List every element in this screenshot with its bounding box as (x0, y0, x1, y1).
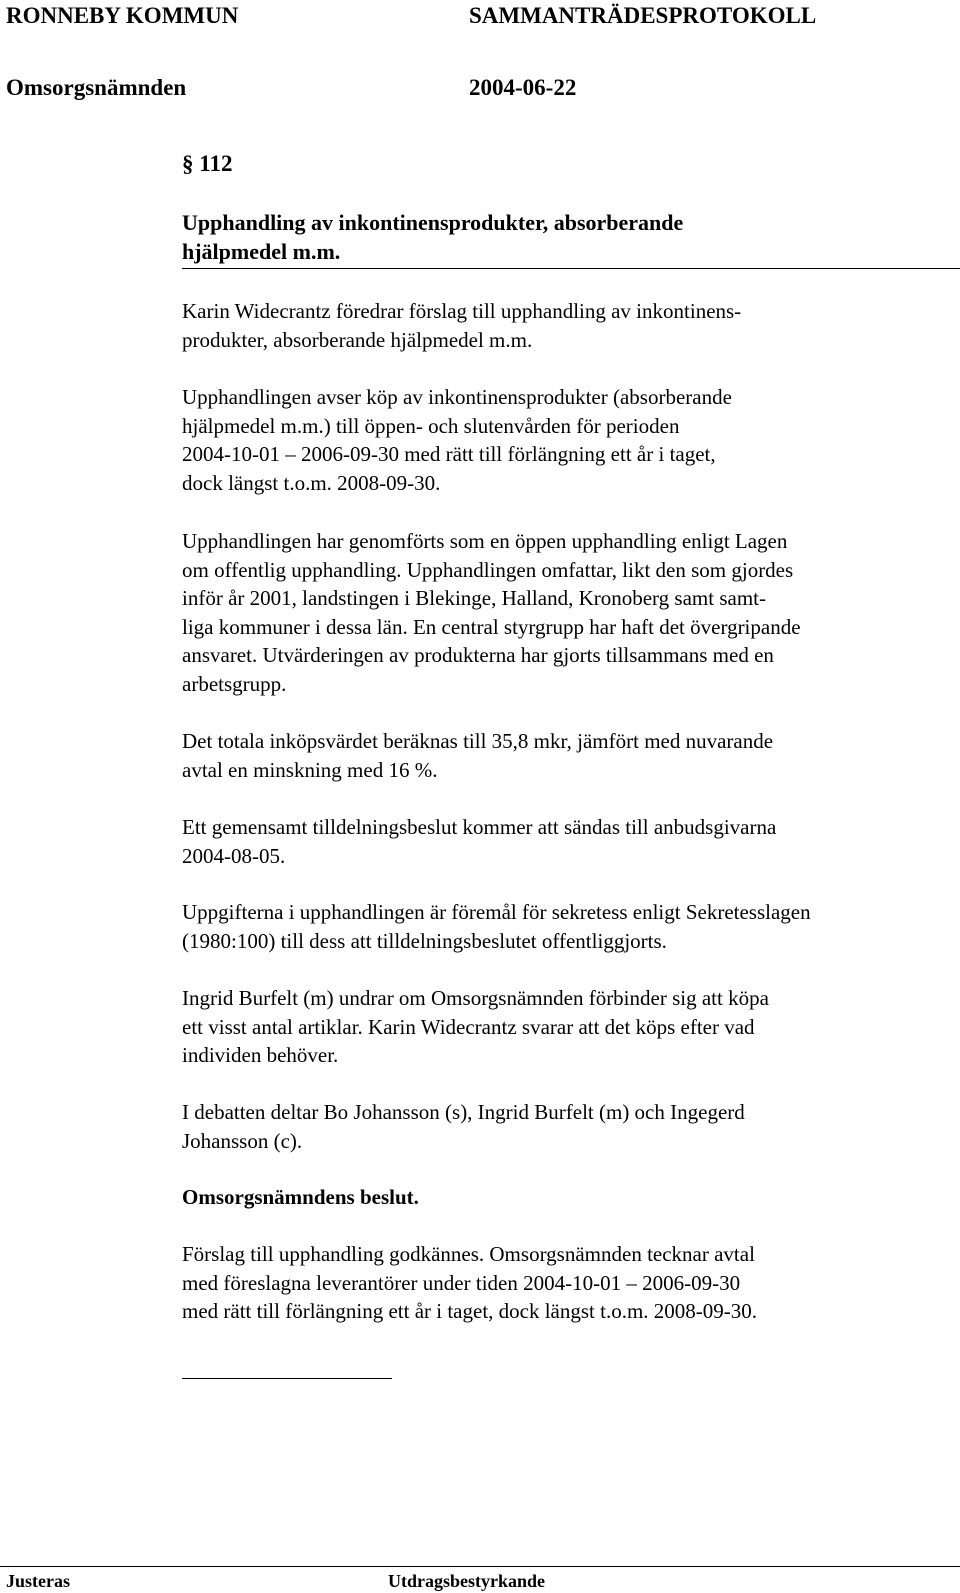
paragraph-secrecy (182, 898, 952, 955)
decision-text (182, 1240, 952, 1326)
section-title-line: Upphandling av inkontinensprodukter, absorberande (182, 210, 684, 235)
title-underline (182, 268, 960, 269)
footer-justeras: Justeras (6, 1571, 70, 1591)
paragraph-question (182, 984, 952, 1070)
decision-line: med föreslagna leverantörer under tiden 2004-10-01 – 2006-09-30 (182, 1270, 741, 1295)
paragraph-line: Uppgifterna i upphandlingen är föremål för sekretess enligt Sekretesslagen (182, 900, 811, 924)
paragraph-line: I debatten deltar Bo Johansson (s), Ingrid Burfelt (m) och Ingegerd (182, 1100, 745, 1124)
paragraph-line: Upphandlingen har genomförts som en öppen upphandling enligt Lagen (182, 529, 788, 553)
paragraph-line: ansvaret. Utvärderingen av produkterna har gjorts tillsammans med en (182, 643, 774, 667)
paragraph-value (182, 727, 952, 784)
paragraph-line: arbetsgrupp. (182, 671, 287, 696)
paragraph-procedure (182, 527, 952, 698)
meeting-date: 2004-06-22 (469, 75, 577, 100)
paragraph-line: (1980:100) till dess att tilldelningsbeslutet offentliggjorts. (182, 928, 667, 953)
decision-heading: Omsorgsnämndens beslut. (182, 1185, 419, 1209)
paragraph-line: Ingrid Burfelt (m) undrar om Omsorgsnämnden förbinder sig att köpa (182, 986, 769, 1010)
paragraph-debate (182, 1098, 952, 1155)
paragraph-line: om offentlig upphandling. Upphandlingen omfattar, likt den som gjordes (182, 557, 794, 582)
section-number: § 112 (182, 151, 233, 176)
paragraph-line: Det totala inköpsvärdet beräknas till 35,8 mkr, jämfört med nuvarande (182, 729, 774, 753)
paragraph-line: produkter, absorberande hjälpmedel m.m. (182, 327, 533, 352)
paragraph-presentation (182, 297, 952, 354)
paragraph-line: ett visst antal artiklar. Karin Widecrantz svarar att det köps efter vad (182, 1014, 755, 1039)
paragraph-line: avtal en minskning med 16 %. (182, 757, 438, 782)
section-title-line: hjälpmedel m.m. (182, 239, 341, 264)
municipality-name: RONNEBY KOMMUN (6, 3, 239, 28)
paragraph-line: 2004-08-05. (182, 843, 286, 868)
paragraph-scope (182, 383, 952, 497)
paragraph-line: dock längst t.o.m. 2008-09-30. (182, 470, 441, 495)
document-type: SAMMANTRÄDESPROTOKOLL (469, 3, 817, 28)
paragraph-line: Karin Widecrantz föredrar förslag till upphandling av inkontinens- (182, 299, 742, 323)
paragraph-line: Upphandlingen avser köp av inkontinensprodukter (absorberande (182, 385, 732, 409)
committee-name: Omsorgsnämnden (6, 75, 187, 100)
footer-utdragsbestyrkande: Utdragsbestyrkande (388, 1571, 546, 1591)
section-title (182, 208, 952, 266)
paragraph-line: hjälpmedel m.m.) till öppen- och slutenvården för perioden (182, 413, 680, 438)
paragraph-line: individen behöver. (182, 1043, 339, 1067)
decision-line: Förslag till upphandling godkännes. Omsorgsnämnden tecknar avtal (182, 1242, 755, 1266)
decision-line: med rätt till förlängning ett år i taget, dock längst t.o.m. 2008-09-30. (182, 1299, 758, 1323)
paragraph-line: inför år 2001, landstingen i Blekinge, Halland, Kronoberg samt samt- (182, 586, 766, 610)
paragraph-line: 2004-10-01 – 2006-09-30 med rätt till förlängning ett år i taget, (182, 442, 716, 466)
footer-rule (0, 1566, 960, 1567)
section-end-rule (182, 1378, 392, 1379)
paragraph-allocation (182, 813, 952, 870)
paragraph-line: liga kommuner i dessa län. En central styrgrupp har haft det övergripande (182, 614, 801, 639)
paragraph-line: Ett gemensamt tilldelningsbeslut kommer att sändas till anbudsgivarna (182, 815, 777, 839)
paragraph-line: Johansson (c). (182, 1128, 303, 1153)
